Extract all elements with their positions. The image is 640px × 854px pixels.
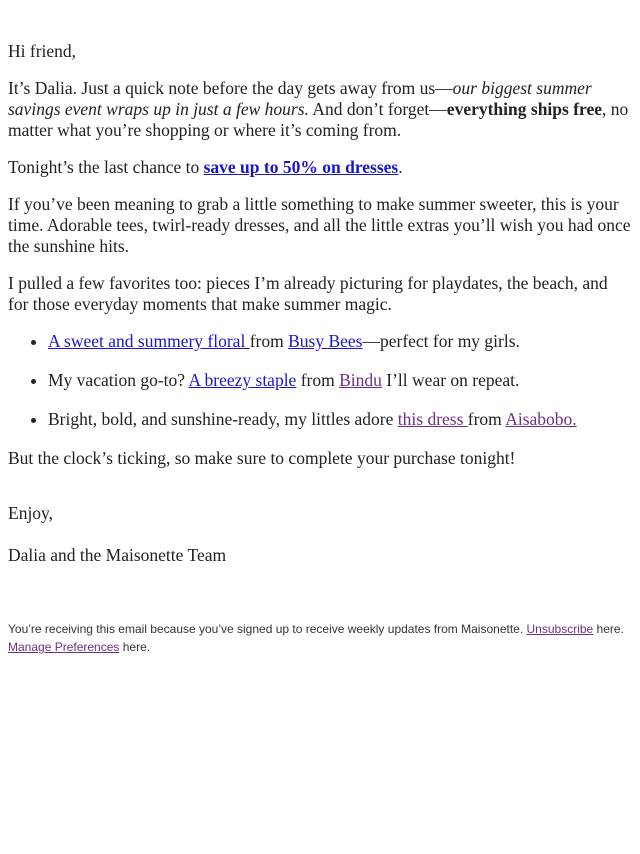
- favorites-list: [8, 331, 632, 430]
- item-from-text: from: [296, 370, 340, 390]
- greeting: Hi friend,: [8, 41, 77, 61]
- footer-text: You’re receiving this email because you’ve signed up to receive weekly updates from Maisonette.: [8, 622, 527, 636]
- aisabobo-brand-link[interactable]: Aisabobo.: [505, 409, 577, 429]
- intro-paragraph: [8, 78, 632, 141]
- breezy-staple-link[interactable]: A breezy staple: [188, 370, 297, 390]
- footer-end-text: here.: [119, 640, 151, 654]
- signature: Dalia and the Maisonette Team: [8, 545, 227, 565]
- dresses-sale-link[interactable]: save up to 50% on dresses: [203, 157, 399, 177]
- this-dress-link[interactable]: this dress: [397, 409, 468, 429]
- intro-emphasis: our biggest summer savings event wraps up in just a few hours.: [8, 78, 592, 119]
- intro-mid-text: And don’t forget—: [308, 99, 447, 119]
- item-after-text: I’ll wear on repeat.: [381, 370, 520, 390]
- favorites-intro-paragraph: I pulled a few favorites too: pieces I’m already picturing for playdates, the beach, and for those everyday moments that make summer magic.: [8, 273, 608, 314]
- item-from-text: from: [249, 331, 289, 351]
- sale-before-text: Tonight’s the last chance to: [8, 157, 204, 177]
- floral-product-link[interactable]: A sweet and summery floral: [48, 331, 250, 351]
- item-before-text: Bright, bold, and sunshine-ready, my littles adore: [48, 409, 398, 429]
- busy-bees-brand-link[interactable]: Busy Bees: [288, 331, 363, 351]
- manage-preferences-link[interactable]: Manage Preferences: [8, 640, 120, 654]
- list-item: [48, 409, 632, 430]
- email-footer: [8, 620, 632, 656]
- signoff: Enjoy,: [8, 503, 54, 523]
- item-after-text: —perfect for my girls.: [362, 331, 520, 351]
- intro-text: It’s Dalia. Just a quick note before the day gets away from us—: [8, 78, 453, 98]
- unsubscribe-link[interactable]: Unsubscribe: [526, 622, 594, 636]
- summer-paragraph: If you’ve been meaning to grab a little something to make summer sweeter, this is your time. Adorable tees, twirl-ready dresses, and all the little extras you’ll wish you had once the sunshine hits.: [8, 194, 631, 256]
- closing-paragraph: But the clock’s ticking, so make sure to complete your purchase tonight!: [8, 448, 516, 468]
- sale-after-text: .: [398, 157, 403, 177]
- intro-end-text: , no matter what you’re shopping or where it’s coming from.: [8, 99, 629, 140]
- sale-paragraph: [8, 157, 632, 178]
- item-before-text: My vacation go-to?: [48, 370, 189, 390]
- list-item: [48, 370, 632, 391]
- bindu-brand-link[interactable]: Bindu: [339, 370, 382, 390]
- free-shipping-text: everything ships free: [446, 99, 603, 119]
- item-from-text: from: [467, 409, 506, 429]
- list-item: [48, 331, 632, 352]
- footer-here-text: here.: [593, 622, 624, 636]
